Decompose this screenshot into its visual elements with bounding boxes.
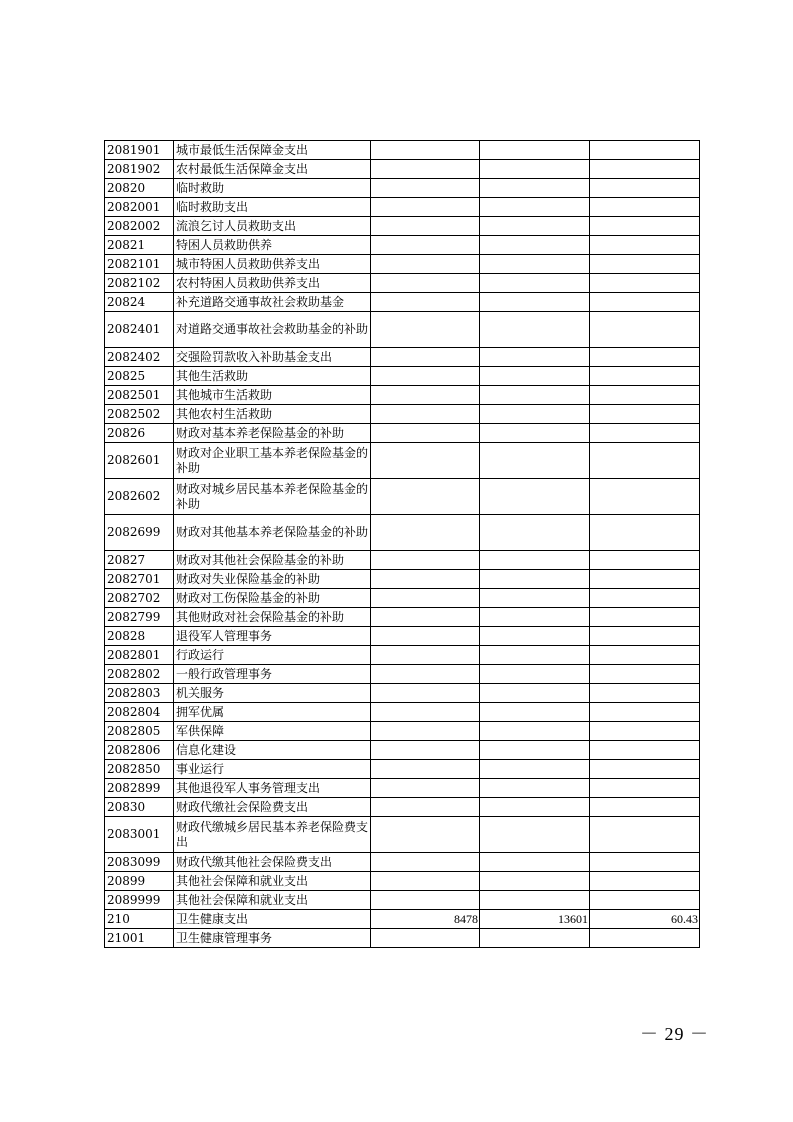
row-code: 2082701 <box>105 570 174 589</box>
row-name: 城市最低生活保障金支出 <box>174 141 371 160</box>
table-row <box>105 891 700 910</box>
row-code: 2082101 <box>105 255 174 274</box>
table-row <box>105 646 700 665</box>
row-value-ratio <box>590 853 700 872</box>
row-code: 20826 <box>105 424 174 443</box>
row-value-budget <box>371 684 480 703</box>
row-value-budget <box>371 141 480 160</box>
row-value-budget <box>371 198 480 217</box>
table-row <box>105 312 700 348</box>
row-value-ratio <box>590 141 700 160</box>
row-value-actual <box>480 891 590 910</box>
row-value-ratio <box>590 798 700 817</box>
row-value-budget <box>371 703 480 722</box>
row-value-budget <box>371 722 480 741</box>
row-value-budget <box>371 929 480 948</box>
row-value-ratio <box>590 274 700 293</box>
row-code: 2082602 <box>105 479 174 515</box>
row-value-budget <box>371 872 480 891</box>
row-value-actual <box>480 515 590 551</box>
row-code: 2083001 <box>105 817 174 853</box>
row-value-ratio <box>590 646 700 665</box>
row-value-actual <box>480 179 590 198</box>
budget-table <box>104 140 700 948</box>
table-row <box>105 853 700 872</box>
row-value-actual <box>480 703 590 722</box>
table-row <box>105 198 700 217</box>
table-row <box>105 179 700 198</box>
table-row <box>105 589 700 608</box>
table-row <box>105 236 700 255</box>
row-code: 20827 <box>105 551 174 570</box>
row-name: 信息化建设 <box>174 741 371 760</box>
table-row <box>105 722 700 741</box>
row-code: 20830 <box>105 798 174 817</box>
table-row <box>105 817 700 853</box>
row-value-actual <box>480 198 590 217</box>
row-name: 拥军优属 <box>174 703 371 722</box>
row-code: 2082850 <box>105 760 174 779</box>
row-value-actual <box>480 405 590 424</box>
row-name: 财政对失业保险基金的补助 <box>174 570 371 589</box>
row-value-budget <box>371 515 480 551</box>
row-name: 对道路交通事故社会救助基金的补助 <box>174 312 371 348</box>
table-row <box>105 910 700 929</box>
row-value-actual <box>480 236 590 255</box>
row-code: 2082899 <box>105 779 174 798</box>
row-value-ratio <box>590 703 700 722</box>
table-row <box>105 386 700 405</box>
row-code: 2083099 <box>105 853 174 872</box>
row-value-ratio <box>590 551 700 570</box>
row-value-actual <box>480 608 590 627</box>
row-name: 财政对基本养老保险基金的补助 <box>174 424 371 443</box>
row-value-ratio <box>590 198 700 217</box>
row-value-actual <box>480 929 590 948</box>
row-code: 2082102 <box>105 274 174 293</box>
row-code: 2082799 <box>105 608 174 627</box>
row-value-ratio <box>590 479 700 515</box>
row-value-ratio <box>590 741 700 760</box>
row-name: 其他财政对社会保险基金的补助 <box>174 608 371 627</box>
row-value-budget <box>371 646 480 665</box>
row-name: 财政代缴社会保险费支出 <box>174 798 371 817</box>
table-row <box>105 929 700 948</box>
row-code: 20825 <box>105 367 174 386</box>
row-code: 2082001 <box>105 198 174 217</box>
row-value-actual <box>480 293 590 312</box>
row-value-ratio <box>590 872 700 891</box>
row-value-actual <box>480 348 590 367</box>
table-row <box>105 760 700 779</box>
row-value-actual <box>480 255 590 274</box>
row-value-actual <box>480 722 590 741</box>
row-name: 财政代缴其他社会保险费支出 <box>174 853 371 872</box>
row-value-ratio <box>590 722 700 741</box>
row-value-ratio <box>590 348 700 367</box>
row-value-budget <box>371 236 480 255</box>
row-value-actual <box>480 160 590 179</box>
row-name: 退役军人管理事务 <box>174 627 371 646</box>
row-name: 卫生健康管理事务 <box>174 929 371 948</box>
row-value-budget <box>371 367 480 386</box>
row-value-ratio <box>590 684 700 703</box>
row-code: 20820 <box>105 179 174 198</box>
row-value-ratio <box>590 255 700 274</box>
row-value-ratio <box>590 160 700 179</box>
row-name: 军供保障 <box>174 722 371 741</box>
row-value-budget <box>371 274 480 293</box>
row-value-actual <box>480 551 590 570</box>
row-name: 其他农村生活救助 <box>174 405 371 424</box>
table-row <box>105 741 700 760</box>
table-row <box>105 160 700 179</box>
row-name: 农村特困人员救助供养支出 <box>174 274 371 293</box>
row-name: 财政对企业职工基本养老保险基金的补助 <box>174 443 371 479</box>
row-value-budget <box>371 760 480 779</box>
table-row <box>105 424 700 443</box>
row-value-ratio <box>590 608 700 627</box>
page-number: － 29 － <box>640 1024 709 1044</box>
row-value-budget <box>371 312 480 348</box>
row-value-ratio <box>590 405 700 424</box>
table-row <box>105 217 700 236</box>
row-name: 农村最低生活保障金支出 <box>174 160 371 179</box>
row-name: 临时救助支出 <box>174 198 371 217</box>
row-value-budget <box>371 255 480 274</box>
row-value-ratio <box>590 386 700 405</box>
row-value-actual <box>480 217 590 236</box>
row-code: 2082803 <box>105 684 174 703</box>
row-value-ratio <box>590 424 700 443</box>
row-value-budget <box>371 570 480 589</box>
row-code: 2082802 <box>105 665 174 684</box>
row-code: 2082804 <box>105 703 174 722</box>
row-value-budget <box>371 405 480 424</box>
table-row <box>105 274 700 293</box>
row-value-ratio <box>590 589 700 608</box>
row-value-budget <box>371 627 480 646</box>
row-value-budget <box>371 853 480 872</box>
row-name: 卫生健康支出 <box>174 910 371 929</box>
row-value-ratio: 60.43 <box>590 910 700 929</box>
table-row <box>105 255 700 274</box>
row-value-actual <box>480 872 590 891</box>
table-row <box>105 665 700 684</box>
row-value-ratio <box>590 570 700 589</box>
row-value-budget <box>371 891 480 910</box>
row-value-actual <box>480 274 590 293</box>
row-value-budget <box>371 798 480 817</box>
row-value-ratio <box>590 179 700 198</box>
row-value-budget <box>371 348 480 367</box>
row-code: 2082401 <box>105 312 174 348</box>
row-value-budget: 8478 <box>371 910 480 929</box>
row-name: 其他社会保障和就业支出 <box>174 891 371 910</box>
row-value-budget <box>371 551 480 570</box>
row-code: 2082502 <box>105 405 174 424</box>
table-row <box>105 551 700 570</box>
row-value-actual <box>480 570 590 589</box>
row-value-actual <box>480 646 590 665</box>
row-name: 其他退役军人事务管理支出 <box>174 779 371 798</box>
row-value-budget <box>371 293 480 312</box>
row-value-ratio <box>590 217 700 236</box>
row-value-ratio <box>590 929 700 948</box>
row-name: 财政对城乡居民基本养老保险基金的补助 <box>174 479 371 515</box>
row-code: 2089999 <box>105 891 174 910</box>
row-name: 城市特困人员救助供养支出 <box>174 255 371 274</box>
row-value-actual <box>480 479 590 515</box>
table-row <box>105 608 700 627</box>
row-value-actual <box>480 367 590 386</box>
table-row <box>105 293 700 312</box>
row-code: 2081902 <box>105 160 174 179</box>
row-code: 2082601 <box>105 443 174 479</box>
row-code: 2082702 <box>105 589 174 608</box>
row-value-ratio <box>590 443 700 479</box>
table-row <box>105 515 700 551</box>
row-code: 2081901 <box>105 141 174 160</box>
row-value-budget <box>371 160 480 179</box>
row-name: 一般行政管理事务 <box>174 665 371 684</box>
row-value-ratio <box>590 779 700 798</box>
table-row <box>105 779 700 798</box>
table-row <box>105 443 700 479</box>
row-value-budget <box>371 608 480 627</box>
row-value-actual <box>480 424 590 443</box>
row-name: 流浪乞讨人员救助支出 <box>174 217 371 236</box>
row-value-ratio <box>590 236 700 255</box>
row-code: 21001 <box>105 929 174 948</box>
row-name: 其他生活救助 <box>174 367 371 386</box>
row-value-budget <box>371 424 480 443</box>
row-code: 2082805 <box>105 722 174 741</box>
row-value-actual <box>480 312 590 348</box>
row-code: 2082806 <box>105 741 174 760</box>
table-row <box>105 872 700 891</box>
row-name: 特困人员救助供养 <box>174 236 371 255</box>
row-code: 2082699 <box>105 515 174 551</box>
row-code: 20899 <box>105 872 174 891</box>
row-name: 交强险罚款收入补助基金支出 <box>174 348 371 367</box>
row-value-actual <box>480 141 590 160</box>
row-value-budget <box>371 386 480 405</box>
row-value-ratio <box>590 817 700 853</box>
row-value-budget <box>371 741 480 760</box>
row-value-ratio <box>590 293 700 312</box>
row-code: 210 <box>105 910 174 929</box>
row-code: 20828 <box>105 627 174 646</box>
row-value-actual <box>480 665 590 684</box>
row-name: 事业运行 <box>174 760 371 779</box>
row-value-actual <box>480 684 590 703</box>
row-name: 补充道路交通事故社会救助基金 <box>174 293 371 312</box>
row-value-ratio <box>590 665 700 684</box>
table-row <box>105 348 700 367</box>
budget-table-body <box>105 141 700 948</box>
row-value-budget <box>371 479 480 515</box>
row-code: 20824 <box>105 293 174 312</box>
row-value-actual <box>480 627 590 646</box>
row-value-budget <box>371 817 480 853</box>
row-value-actual <box>480 817 590 853</box>
table-row <box>105 627 700 646</box>
row-value-actual <box>480 386 590 405</box>
table-row <box>105 141 700 160</box>
row-name: 财政对其他社会保险基金的补助 <box>174 551 371 570</box>
row-value-actual <box>480 741 590 760</box>
row-name: 其他城市生活救助 <box>174 386 371 405</box>
table-row <box>105 367 700 386</box>
row-value-actual: 13601 <box>480 910 590 929</box>
row-code: 20821 <box>105 236 174 255</box>
row-name: 财政对工伤保险基金的补助 <box>174 589 371 608</box>
row-value-ratio <box>590 760 700 779</box>
row-code: 2082501 <box>105 386 174 405</box>
row-value-actual <box>480 760 590 779</box>
row-name: 财政代缴城乡居民基本养老保险费支出 <box>174 817 371 853</box>
row-value-actual <box>480 443 590 479</box>
row-value-actual <box>480 798 590 817</box>
row-value-budget <box>371 589 480 608</box>
row-value-budget <box>371 779 480 798</box>
row-value-actual <box>480 853 590 872</box>
row-code: 2082002 <box>105 217 174 236</box>
row-value-budget <box>371 179 480 198</box>
row-value-ratio <box>590 627 700 646</box>
row-value-actual <box>480 779 590 798</box>
table-row <box>105 798 700 817</box>
row-value-ratio <box>590 312 700 348</box>
table-row <box>105 703 700 722</box>
row-name: 其他社会保障和就业支出 <box>174 872 371 891</box>
table-row <box>105 479 700 515</box>
row-value-ratio <box>590 515 700 551</box>
row-name: 临时救助 <box>174 179 371 198</box>
row-value-budget <box>371 665 480 684</box>
row-code: 2082402 <box>105 348 174 367</box>
row-name: 行政运行 <box>174 646 371 665</box>
row-value-budget <box>371 443 480 479</box>
row-value-budget <box>371 217 480 236</box>
table-row <box>105 570 700 589</box>
row-name: 财政对其他基本养老保险基金的补助 <box>174 515 371 551</box>
row-value-actual <box>480 589 590 608</box>
row-value-ratio <box>590 891 700 910</box>
table-row <box>105 684 700 703</box>
table-row <box>105 405 700 424</box>
row-value-ratio <box>590 367 700 386</box>
row-name: 机关服务 <box>174 684 371 703</box>
row-code: 2082801 <box>105 646 174 665</box>
